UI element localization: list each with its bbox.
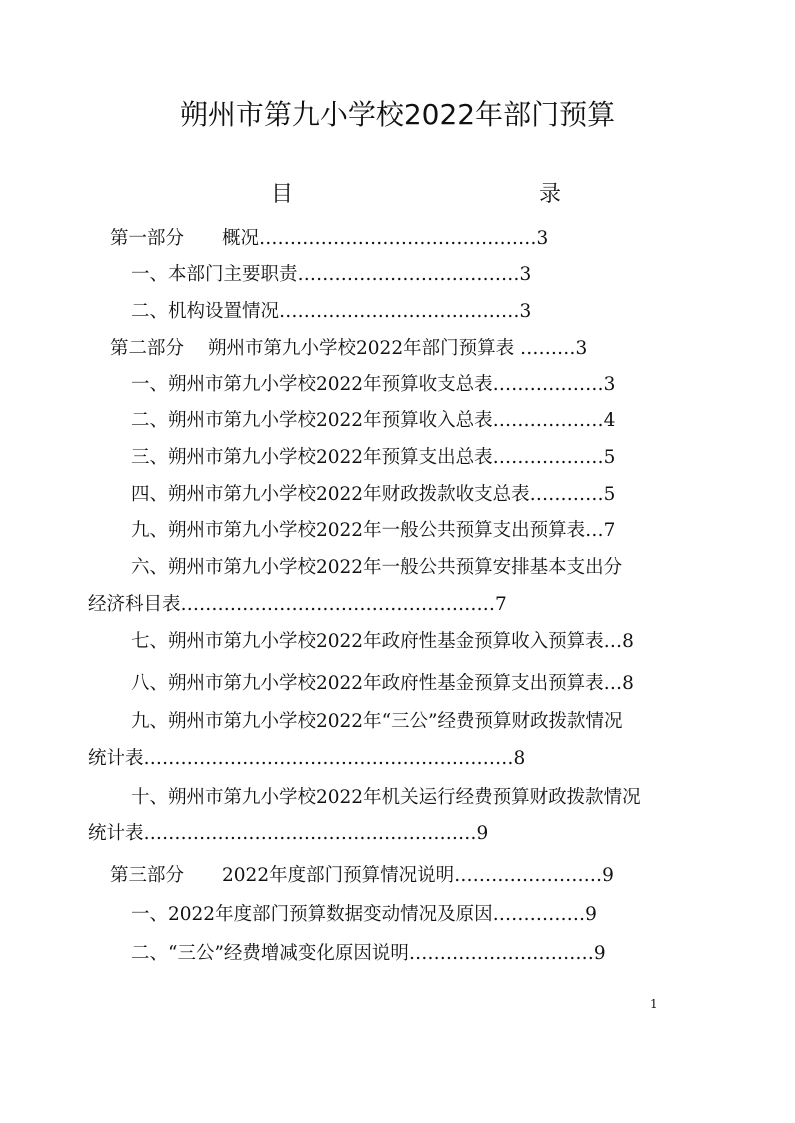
toc-entry: 一、2022年度部门预算数据变动情况及原因……………9 — [131, 904, 597, 925]
toc-entry: 六、朔州市第九小学校2022年一般公共预算安排基本支出分 — [131, 557, 623, 578]
toc-part-text: 朔州市第九小学校2022年部门预算表 ………3 — [208, 338, 588, 359]
toc-part-text: 概况………………………………………3 — [222, 228, 549, 249]
toc-entry: 八、朔州市第九小学校2022年政府性基金预算支出预算表…8 — [131, 673, 634, 694]
toc-entry: 九、朔州市第九小学校2022年一般公共预算支出预算表…7 — [131, 520, 616, 541]
toc-entry-continued: 统计表……………………………………………………8 — [88, 748, 526, 769]
document-title: 朔州市第九小学校2022年部门预算 — [179, 98, 616, 131]
toc-heading-right: 录 — [539, 182, 562, 207]
toc-entry-part-3 — [110, 864, 614, 888]
toc-part-label: 第一部分 — [110, 228, 185, 249]
toc-entry: 九、朔州市第九小学校2022年“三公”经费预算财政拨款情况 — [131, 711, 623, 732]
toc-entry: 四、朔州市第九小学校2022年财政拨款收支总表…………5 — [131, 484, 616, 505]
toc-entry-continued: 统计表………………………………………………9 — [88, 823, 489, 844]
toc-heading-left: 目 — [271, 182, 294, 207]
toc-entry: 七、朔州市第九小学校2022年政府性基金预算收入预算表…8 — [131, 631, 634, 652]
toc-entry: 一、朔州市第九小学校2022年预算收支总表………………3 — [131, 374, 616, 395]
toc-entry: 二、“三公”经费增减变化原因说明…………………………9 — [131, 943, 606, 964]
toc-entry: 十、朔州市第九小学校2022年机关运行经费预算财政拨款情况 — [131, 787, 641, 808]
toc-entry: 一、本部门主要职责………………………………3 — [131, 264, 532, 285]
toc-entry: 三、朔州市第九小学校2022年预算支出总表………………5 — [131, 447, 616, 468]
toc-entry-part-1 — [110, 227, 548, 251]
toc-part-text: 2022年度部门预算情况说明……………………9 — [222, 865, 614, 886]
toc-entry: 二、机构设置情况…………………………………3 — [131, 301, 532, 322]
toc-entry-continued: 经济科目表……………………………………………7 — [88, 594, 507, 615]
toc-entry: 二、朔州市第九小学校2022年预算收入总表………………4 — [131, 410, 616, 431]
toc-part-label: 第二部分 — [110, 338, 185, 359]
toc-entry-part-2 — [110, 337, 587, 361]
toc-part-label: 第三部分 — [110, 865, 185, 886]
page-number: 1 — [650, 997, 658, 1011]
